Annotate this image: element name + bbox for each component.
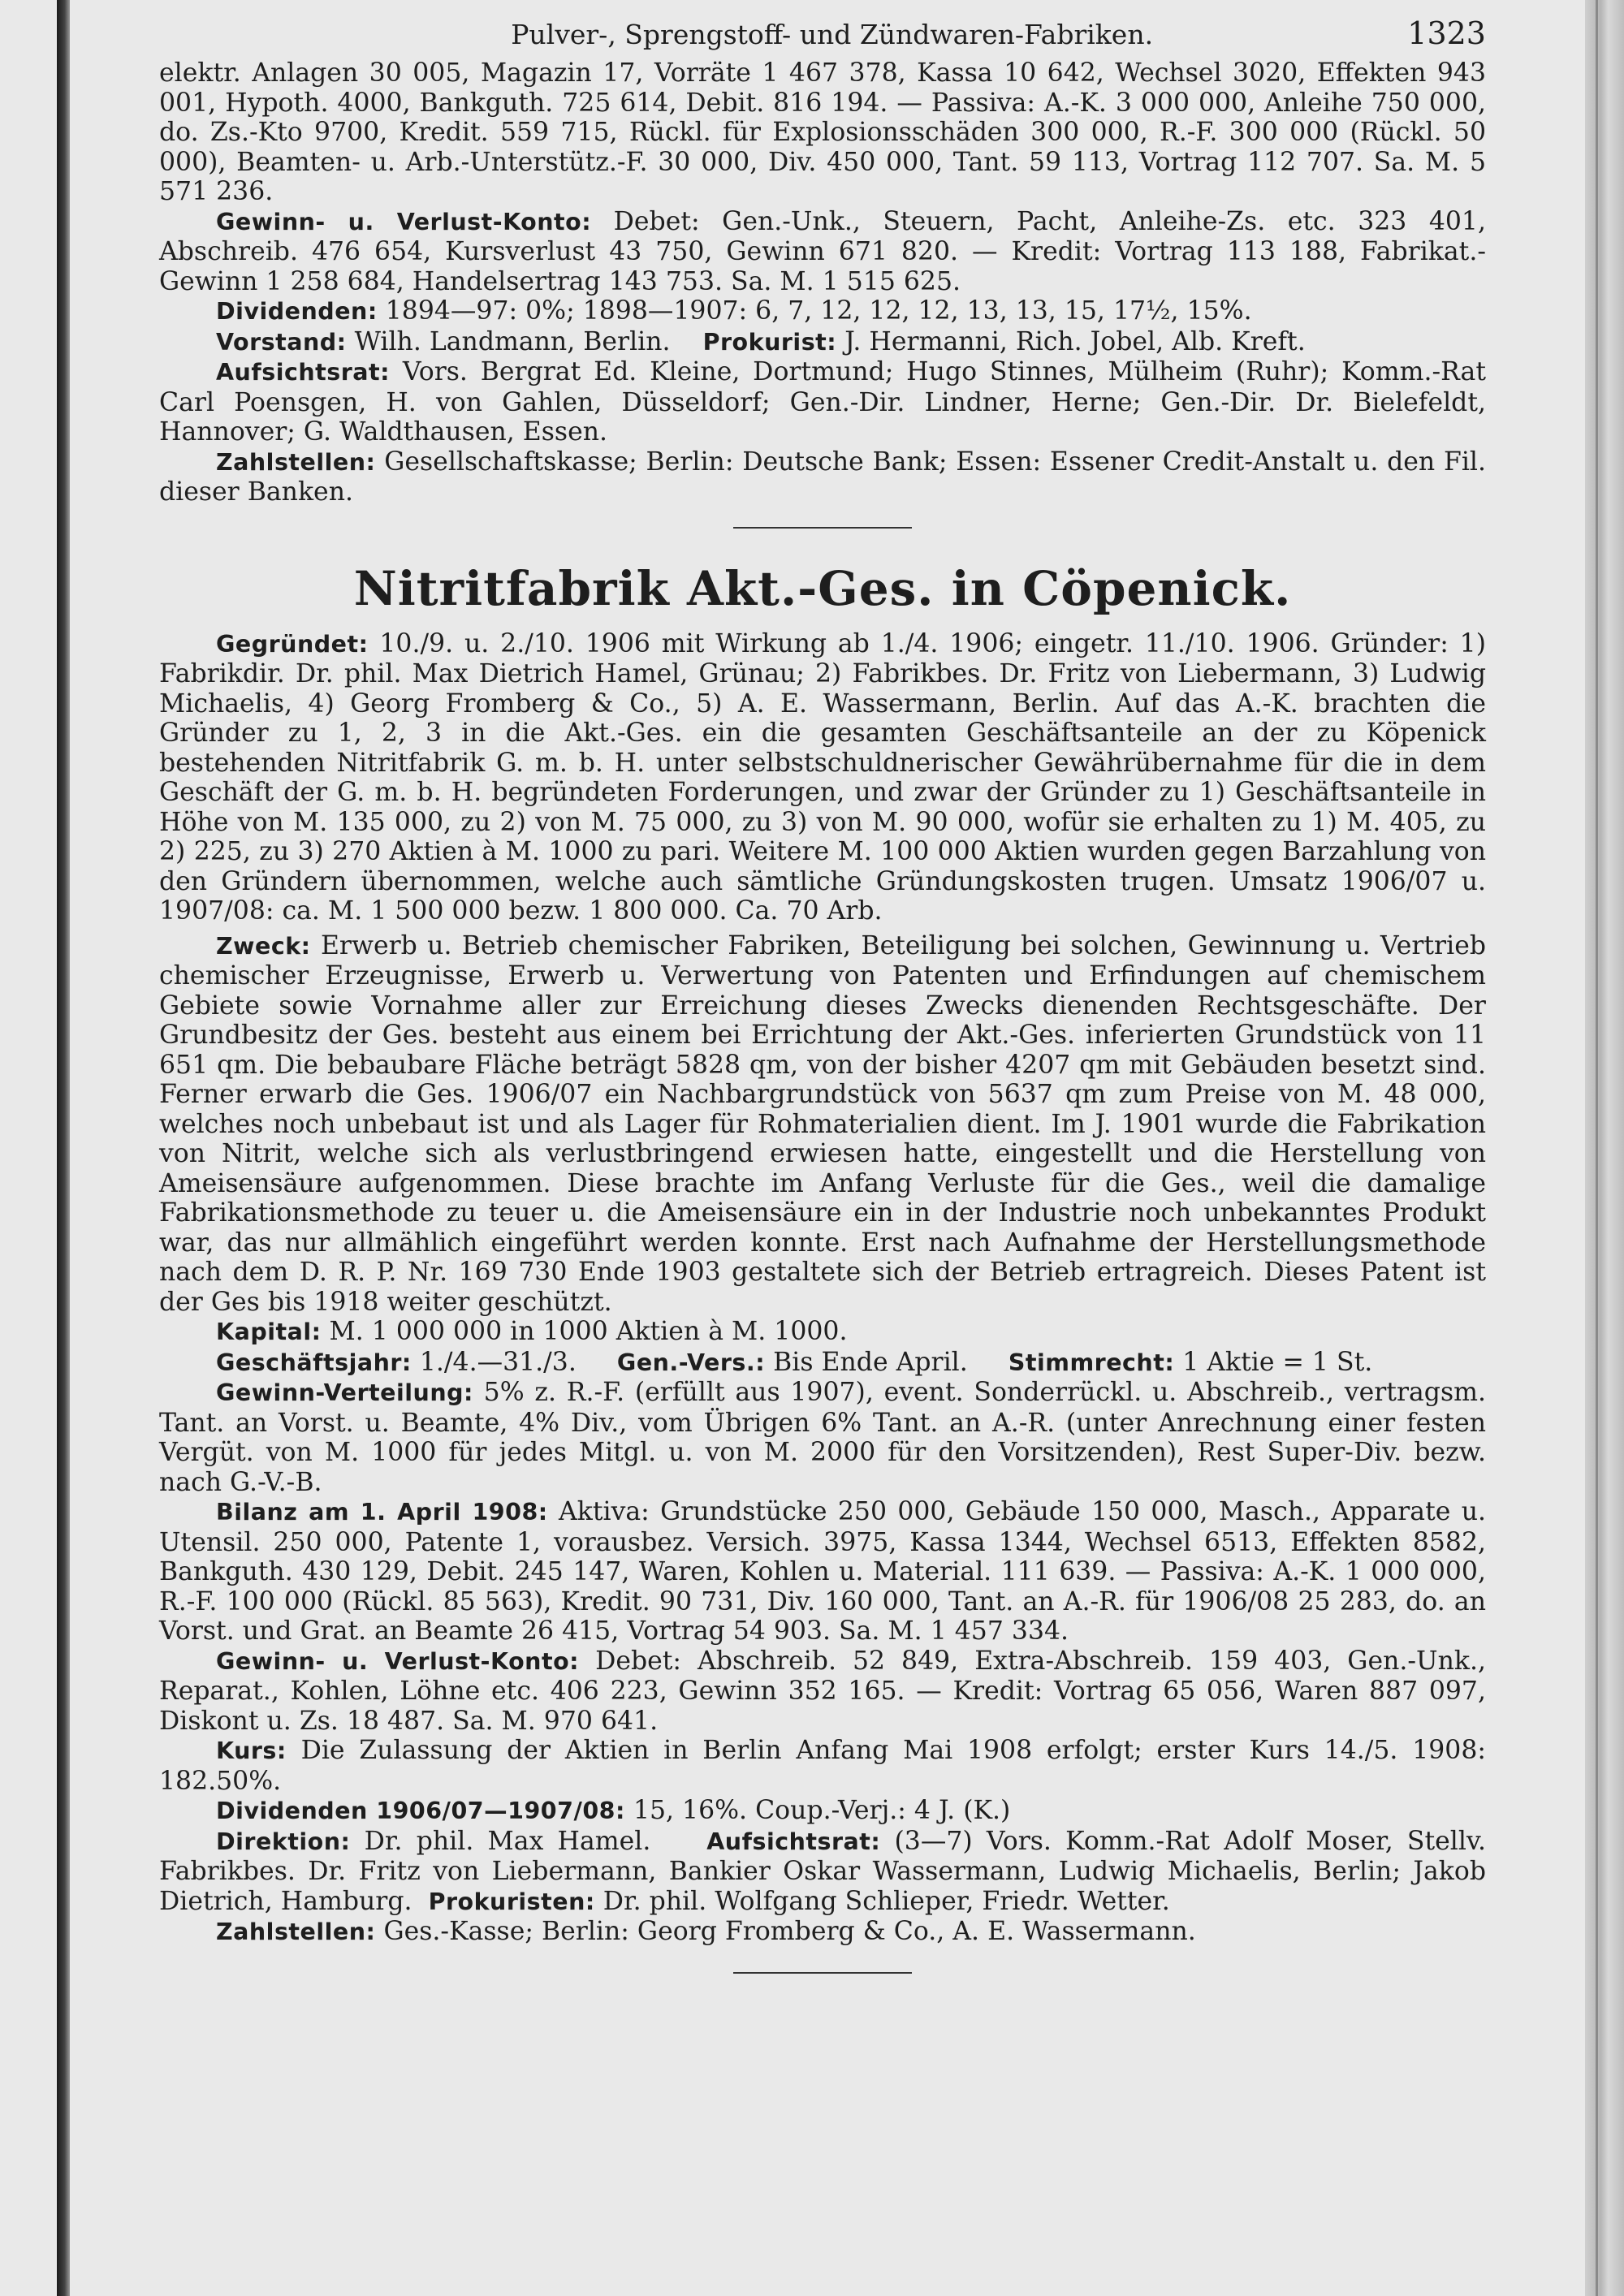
voting-right-label: Stimmrecht: [1008,1349,1175,1376]
prev-guv-label: Gewinn- u. Verlust-Konto: [216,208,592,235]
prev-aufsichtsrat-label: Aufsichtsrat: [216,359,391,386]
prev-dividends-paragraph [159,296,1486,327]
page-edge-line [1596,0,1598,2296]
guv-paragraph [159,1646,1486,1737]
prev-aufsichtsrat-paragraph [159,357,1486,447]
prev-zahlstellen-label: Zahlstellen: [216,448,376,476]
purpose-label: Zweck: [216,932,311,960]
prev-zahlstellen-text: Gesellschaftskasse; Berlin: Deutsche Bank; Essen: Essener Credit-Anstalt u. den Fil. dieser Banken. [159,447,1486,507]
purpose-text: Erwerb u. Betrieb chemischer Fabriken, Beteiligung bei solchen, Gewinnung u. Vertrieb chemischer Erzeugnisse, Erwerb u. Verwertung von Patenten und Erfindungen auf chemischem Gebiete sowie Vornahme aller zur Erreichung dieses Zwecks dienenden Rechtsgeschäfte. Der Grundbesitz der Ges. besteht aus einem bei Errichtung der Akt.-Ges. inferierten Grundstück von 11 651 qm. Die bebaubare Fläche beträgt 5828 qm, von der bisher 4207 qm mit Gebäuden besetzt sind. Ferner erwarb die Ges. 1906/07 ein Nachbargrundstück von 5637 qm zum Preise von M. 48 000, welches noch unbebaut ist und als Lager für Rohmaterialien dient. Im J. 1901 wurde die Fabrikation von Nitrit, welche sich als verlustbringend erwiesen hatte, eingestellt und die Herstellung von Ameisensäure aufgenommen. Diese brachte im Anfang Verluste für die Ges., weil die damalige Fabrikationsmethode zu teuer u. die Ameisensäure ein in der Industrie noch unbekanntes Produkt war, das nur allmählich eingeführt werden konnte. Erst nach Aufnahme der Herstellungsmethode nach dem D. R. P. Nr. 169 730 Ende 1903 gestaltete sich der Betrieb ertragreich. Dieses Patent ist der Ges bis 1918 weiter geschützt. [159,930,1486,1317]
prev-prokurist-text: J. Hermanni, Rich. Jobel, Alb. Kreft. [844,326,1306,356]
paying-agents-label: Zahlstellen: [216,1918,376,1945]
capital-text: M. 1 000 000 in 1000 Aktien à M. 1000. [329,1317,848,1346]
supervisory-board-text: (3—7) Vors. Komm.-Rat Adolf Moser, Stellv. Fabrikbes. Dr. Fritz von Liebermann, Bankier Oskar Wassermann, Ludwig Michaelis, Berlin; Jakob Dietrich, Hamburg. [159,1826,1487,1916]
general-meeting-text: Bis Ende April. [773,1347,968,1377]
general-meeting-label: Gen.-Vers.: [616,1349,766,1376]
fiscal-paragraph [159,1348,1486,1379]
prev-vorstand-text: Wilh. Landmann, Berlin. [354,326,671,356]
prev-vorstand-label: Vorstand: [216,328,347,356]
direction-text: Dr. phil. Max Hamel. [364,1826,651,1856]
prev-balance-continuation: elektr. Anlagen 30 005, Magazin 17, Vorräte 1 467 378, Kassa 10 642, Wechsel 3020, Effekten 943 001, Hypoth. 4000, Bankguth. 725 614, Debit. 816 194. — Passiva: A.-K. 3 000 000, Anleihe 750 000, do. Zs.-Kto 9700, Kredit. 559 715, Rückl. für Explosionsschäden 300 000, R.-F. 300 000 (Rückl. 50 000), Beamten- u. Arb.-Unterstütz.-F. 30 000, Div. 450 000, Tant. 59 113, Vortrag 112 707. Sa. M. 5 571 236. [159,58,1486,206]
purpose-paragraph [159,931,1486,1318]
running-head-title: Pulver-, Sprengstoff- und Zündwaren-Fabriken. [511,19,1154,50]
guv-label: Gewinn- u. Verlust-Konto: [216,1647,580,1675]
voting-right-text: 1 Aktie = 1 St. [1182,1347,1373,1377]
management-paragraph [159,1827,1486,1918]
prev-dividends-label: Dividenden: [216,298,378,325]
founded-label: Gegründet: [216,630,369,658]
dividends-paragraph [159,1796,1486,1827]
authorized-officers-text: Dr. phil. Wolfgang Schlieper, Friedr. Wetter. [603,1886,1170,1916]
prev-guv-text: Debet: Gen.-Unk., Steuern, Pacht, Anleihe-Zs. etc. 323 401, Abschreib. 476 654, Kursverlust 43 750, Gewinn 671 820. — Kredit: Vortrag 113 188, Fabrikat.-Gewinn 1 258 684, Handelsertrag 143 753. Sa. M. 1 515 625. [159,206,1486,296]
company-title: Nitritfabrik Akt.-Ges. in Cöpenick. [353,560,1292,616]
paying-agents-paragraph [159,1917,1486,1948]
balance-text: Aktiva: Grundstücke 250 000, Gebäude 150 000, Masch., Apparate u. Utensil. 250 000, Patente 1, vorausbez. Versich. 3975, Kassa 1344, Wechsel 6513, Effekten 8582, Bankguth. 430 129, Debit. 245 147, Waren, Kohlen u. Material. 111 639. — Passiva: A.-K. 1 000 000, R.-F. 100 000 (Rückl. 85 563), Kredit. 90 731, Div. 160 000, Tant. an A.-R. für 1906/08 25 283, do. an Vorst. und Grat. an Beamte 26 415, Vortrag 54 903. Sa. M. 1 457 334. [159,1497,1487,1646]
dividends-text: 15, 16%. Coup.-Verj.: 4 J. (K.) [633,1796,1011,1825]
profit-distribution-paragraph [159,1378,1486,1497]
supervisory-board-label: Aufsichtsrat: [706,1828,881,1855]
page-binding-edge [57,0,70,2296]
profit-distribution-text: 5% z. R.-F. (erfüllt aus 1907), event. Sonderrückl. u. Abschreib., vertragsm. Tant. an Vorst. u. Beamte, 4% Div., vom Übrigen 6% Tant. an A.-R. (unter Anrechnung einer festen Vergüt. von M. 1000 für jedes Mitgl. u. von M. 2000 für den Vorsitzenden), Rest Super-Div. bezw. nach G.-V.-B. [159,1378,1487,1497]
running-head [159,8,1486,58]
page-number: 1323 [1407,15,1486,51]
fiscal-year-text: 1./4.—31./3. [419,1347,577,1377]
dividends-label: Dividenden 1906/07—1907/08: [216,1798,625,1824]
section-divider [733,527,912,529]
paying-agents-text: Ges.-Kasse; Berlin: Georg Fromberg & Co., A. E. Wassermann. [383,1917,1196,1946]
prev-dividends-text: 1894—97: 0%; 1898—1907: 6, 7, 12, 12, 12, 13, 13, 15, 17½, 15%. [385,296,1252,326]
fiscal-year-label: Geschäftsjahr: [216,1349,412,1376]
authorized-officers-label: Prokuristen: [428,1888,595,1915]
guv-text: Debet: Abschreib. 52 849, Extra-Abschreib. 159 403, Gen.-Unk., Reparat., Kohlen, Löhne etc. 406 223, Gewinn 352 165. — Kredit: Vortrag 65 056, Waren 887 097, Diskont u. Zs. 18 487. Sa. M. 970 641. [159,1646,1486,1736]
direction-label: Direktion: [216,1828,351,1855]
page-outer-edge [1585,0,1624,2296]
profit-distribution-label: Gewinn-Verteilung: [216,1379,473,1406]
prev-aufsichtsrat-text: Vors. Bergrat Ed. Kleine, Dortmund; Hugo Stinnes, Mülheim (Ruhr); Komm.-Rat Carl Poensgen, H. von Gahlen, Düsseldorf; Gen.-Dir. Lindner, Herne; Gen.-Dir. Dr. Bielefeldt, Hannover; G. Waldthausen, Essen. [159,357,1487,447]
prev-prokurist-label: Prokurist: [702,328,837,356]
balance-paragraph [159,1497,1486,1646]
founded-paragraph [159,629,1486,926]
prev-board-paragraph [159,327,1486,358]
capital-paragraph [159,1317,1486,1348]
balance-label: Bilanz am 1. April 1908: [216,1499,548,1526]
capital-label: Kapital: [216,1318,322,1345]
end-divider [733,1972,912,1974]
price-label: Kurs: [216,1737,287,1764]
price-text: Die Zulassung der Aktien in Berlin Anfang Mai 1908 erfolgt; erster Kurs 14./5. 1908: 182.50%. [159,1736,1486,1796]
prev-guv-paragraph [159,207,1486,297]
founded-text: 10./9. u. 2./10. 1906 mit Wirkung ab 1./4. 1906; eingetr. 11./10. 1906. Gründer: 1) Fabrikdir. Dr. phil. Max Dietrich Hamel, Grünau; 2) Fabrikbes. Dr. Fritz von Liebermann, 3) Ludwig Michaelis, 4) Georg Fromberg & Co., 5) A. E. Wassermann, Berlin. Auf das A.-K. brachten die Gründer zu 1, 2, 3 in die Akt.-Ges. ein die gesamten Geschäftsanteile an der zu Köpenick bestehenden Nitritfabrik G. m. b. H. unter selbstschuldnerischer Gewährübernahme für die in dem Geschäft der G. m. b. H. begründeten Forderungen, und zwar der Gründer zu 1) Geschäftsanteile in Höhe von M. 135 000, zu 2) von M. 75 000, zu 3) von M. 90 000, wofür sie erhalten zu 1) M. 405, zu 2) 225, zu 3) 270 Aktien à M. 1000 zu pari. Weitere M. 100 000 Aktien wurden gegen Barzahlung von den Gründern übernommen, welche auch sämtliche Gründungskosten trugen. Umsatz 1906/07 u. 1907/08: ca. M. 1 500 000 bezw. 1 800 000. Ca. 70 Arb. [159,628,1486,926]
price-paragraph [159,1736,1486,1796]
page-content [159,8,1486,2000]
prev-zahlstellen-paragraph [159,447,1486,507]
